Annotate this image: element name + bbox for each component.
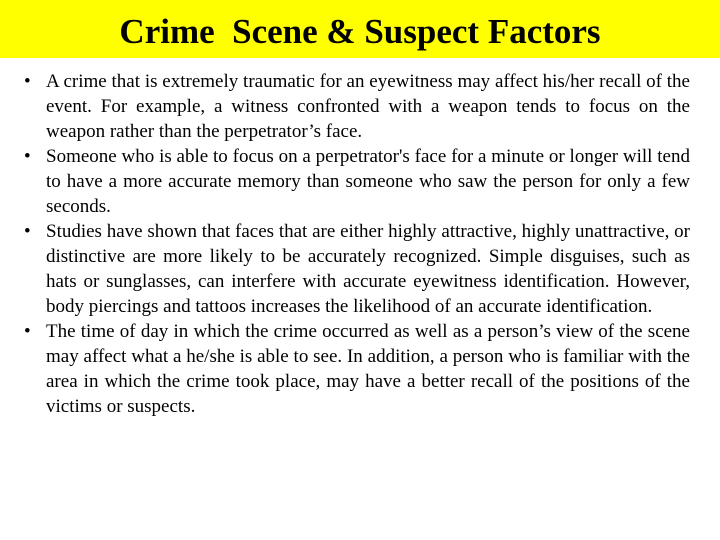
slide-title: Crime Scene & Suspect Factors — [119, 11, 601, 51]
bullet-list — [24, 69, 690, 419]
bullet-item — [24, 144, 690, 219]
bullet-item — [24, 69, 690, 144]
bullet-text: Studies have shown that faces that are either highly attractive, highly unattractive, or distinctive are more likely to be accurately recognized. Simple disguises, such as hats or sunglasses, can interfere with accurate eyewitness identification. However, body piercings and tattoos increases the likelihood of an accurate identification. — [46, 221, 690, 317]
bullet-text: The time of day in which the crime occurred as well as a person’s view of the scene may affect what a he/she is able to see. In addition, a person who is familiar with the area in which the crime took place, may have a better recall of the positions of the victims or suspects. — [46, 321, 690, 417]
bullet-icon: • — [24, 221, 31, 242]
bullet-icon: • — [24, 146, 31, 167]
bullet-item — [24, 319, 690, 419]
bullet-icon: • — [24, 71, 31, 92]
bullet-item — [24, 219, 690, 319]
bullet-text: A crime that is extremely traumatic for an eyewitness may affect his/her recall of the event. For example, a witness confronted with a weapon tends to focus on the weapon rather than the perpetrator’s face. — [46, 71, 690, 142]
title-bar — [0, 0, 720, 58]
bullet-text: Someone who is able to focus on a perpetrator's face for a minute or longer will tend to have a more accurate memory than someone who saw the person for only a few seconds. — [46, 146, 690, 217]
bullet-icon: • — [24, 321, 31, 342]
